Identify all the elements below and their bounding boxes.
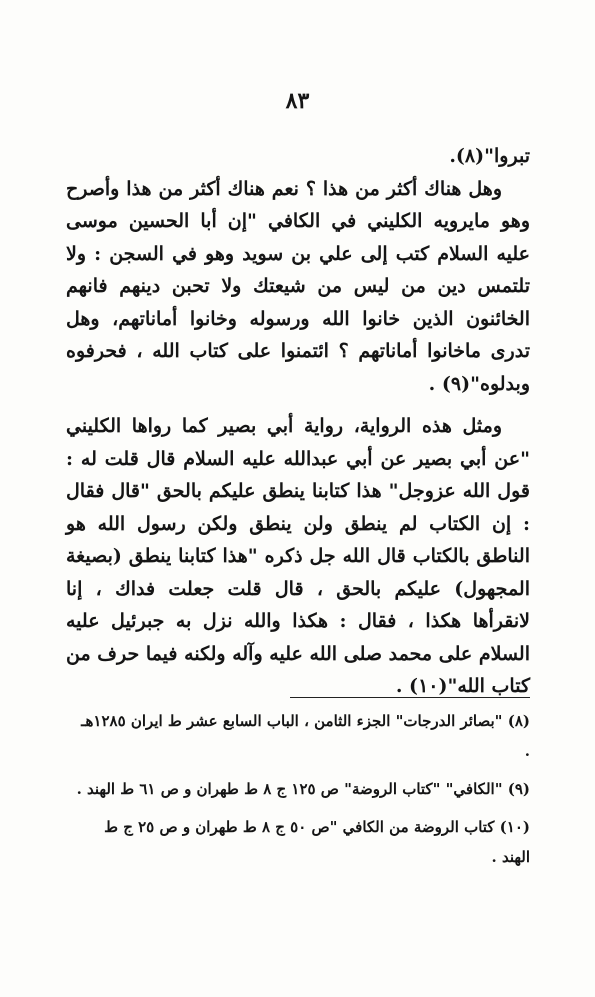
paragraph: وهل هناك أكثر من هذا ؟ نعم هناك أكثر من هذا وأصرح وهو مايرويه الكليني في الكافي "إن أبا الحسين موسى عليه السلام كتب إلى علي بن سويد وهو في السجن : ولا تلتمس دين من ليس من شيعتك ولا تحبن دينهم فانهم الخائنون الذين خانوا الله ورسوله وخانوا أماناتهم، وهل تدرى ماخانوا أماناتهم ؟ ائتمنوا على كتاب الله ، فحرفوه وبدلوه"(٩) . bbox=[66, 177, 530, 395]
paragraph: ومثل هذه الرواية، رواية أبي بصير كما رواها الكليني "عن أبي بصير عن أبي عبدالله عليه السلام قال قلت له : قول الله عزوجل" هذا كتابنا ينطق عليكم بالحق "قال فقال : إن الكتاب لم ينطق ولن ينطق ولكن رسول الله هو الناطق بالكتاب قال الله جل ذكره "هذا كتابنا ينطق (بصيغة المجهول) عليكم بالحق ، قال قلت جعلت فداك ، إنا لانقرأها هكذا ، فقال : هكذا والله نزل به جبرئيل عليه السلام على محمد صلى الله عليه وآله ولكنه فيما حرف من كتاب الله"(١٠) . bbox=[66, 415, 530, 697]
body-text bbox=[66, 140, 530, 703]
footnotes bbox=[76, 706, 530, 880]
footnote-divider bbox=[290, 697, 530, 698]
page-number: ٨٣ bbox=[285, 88, 310, 114]
footnote: (١٠) كتاب الروضة من الكافي "ص ٥٠ ج ٨ ط طهران و ص ٢٥ ج ط الهند . bbox=[104, 818, 530, 866]
paragraph: تبروا"(٨). bbox=[449, 145, 530, 167]
footnote: (٨) "بصائر الدرجات" الجزء الثامن ، الباب السابع عشر ط ايران ١٢٨٥هـ . bbox=[81, 712, 530, 760]
footnote: (٩) "الكافي" "كتاب الروضة" ص ١٢٥ ج ٨ ط طهران و ص ٦١ ط الهند . bbox=[76, 780, 530, 798]
